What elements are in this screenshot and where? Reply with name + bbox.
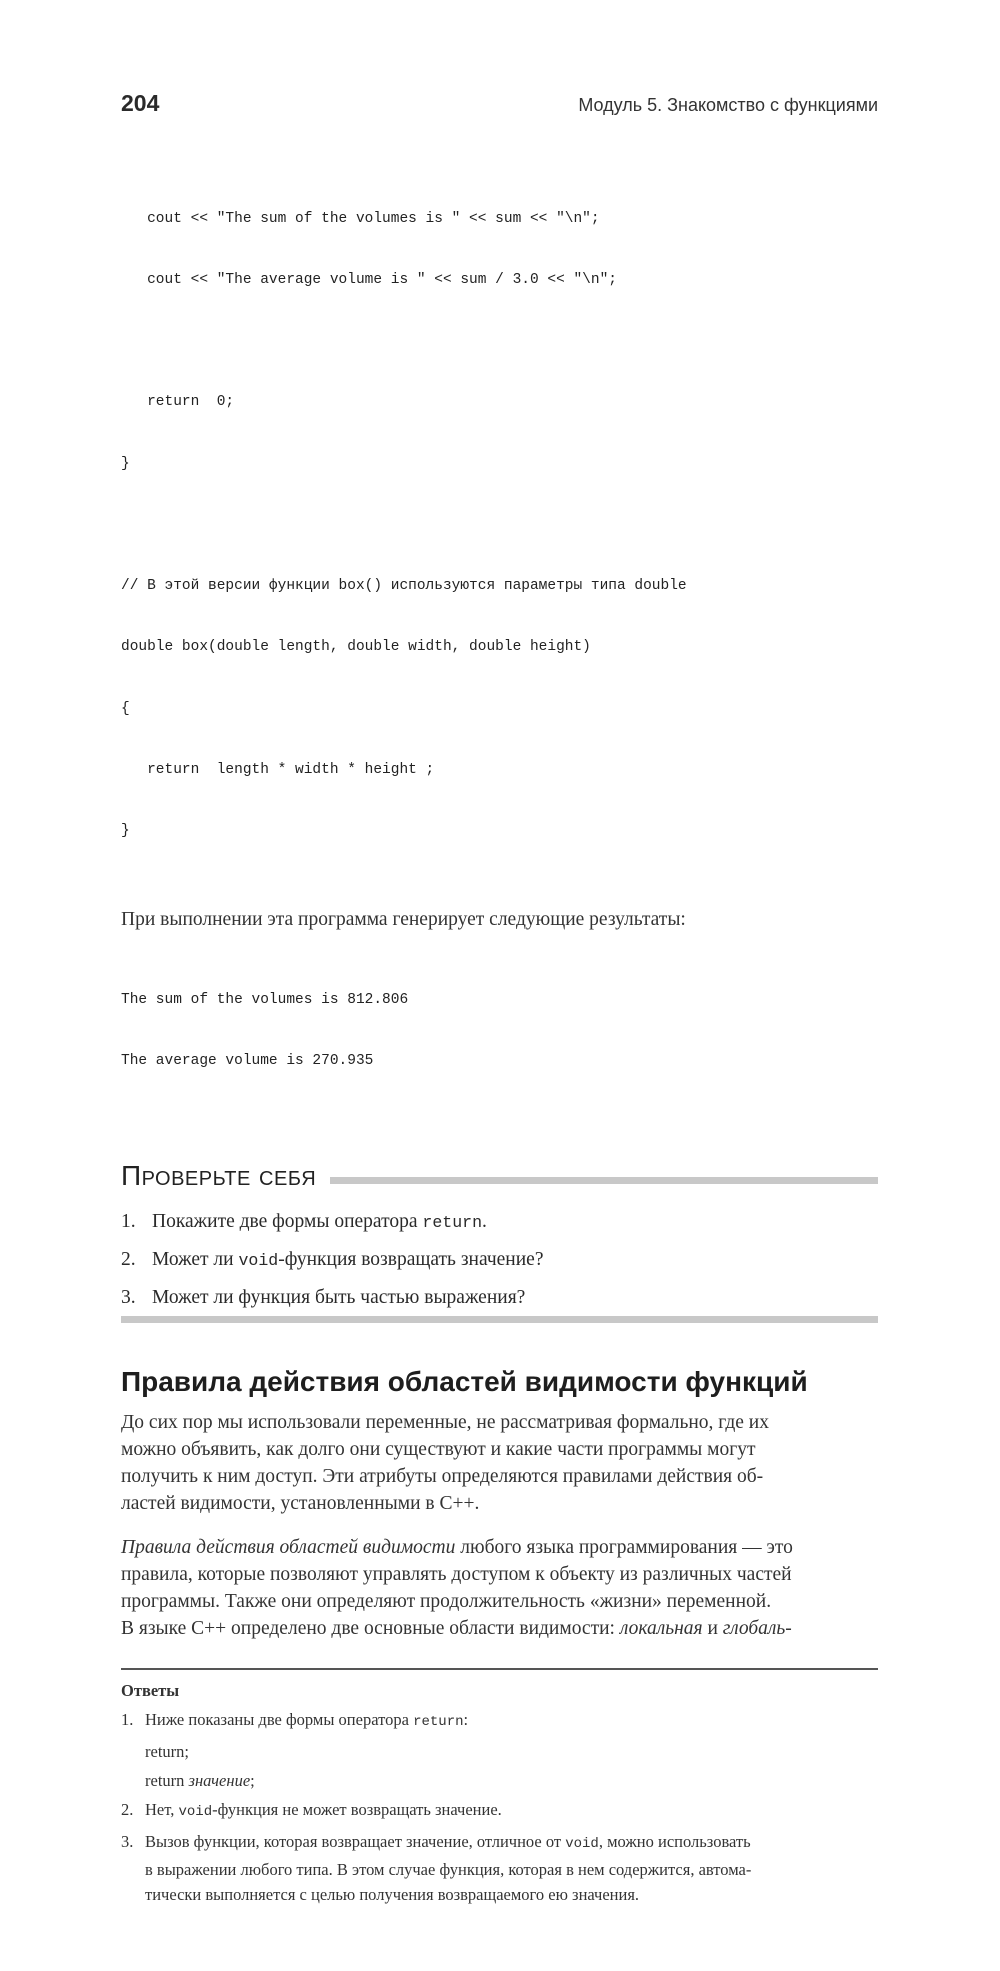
answer-item — [121, 1707, 878, 1735]
code-line — [121, 331, 878, 351]
paragraph — [121, 1409, 878, 1517]
answer-line: return; — [145, 1742, 189, 1762]
code-line: } — [121, 455, 130, 472]
code-line: // В этой версии функции box() используются параметры типа double — [121, 578, 687, 595]
inline-code: void — [178, 1804, 213, 1821]
text: ; — [250, 1771, 255, 1791]
question-item — [121, 1279, 878, 1316]
question-text: Покажите две формы оператора — [152, 1211, 423, 1233]
answer-item — [121, 1829, 878, 1907]
text: Нет, — [145, 1800, 179, 1820]
question-text: Может ли — [152, 1249, 239, 1271]
inline-code: return — [422, 1213, 483, 1233]
answer-number: 2. — [121, 1800, 134, 1820]
paragraph-line — [121, 1615, 878, 1642]
code-line: double box(double length, double width, double height) — [121, 639, 591, 656]
answers-title: Ответы — [121, 1681, 180, 1701]
paragraph-line: можно объявить, как долго они существуют и какие части программы могут — [121, 1439, 756, 1461]
paragraph-line: До сих пор мы использовали переменные, не рассматривая формально, где их — [121, 1412, 769, 1434]
answer-item — [121, 1797, 878, 1825]
page-header — [121, 88, 878, 118]
answer-line: тически выполняется с целью получения возвращаемого ею значения. — [145, 1885, 640, 1905]
text: , можно использовать — [598, 1832, 751, 1852]
answer-line — [121, 1768, 878, 1793]
emphasis: Правила действия областей видимости — [121, 1537, 456, 1559]
question-text: . — [482, 1211, 487, 1233]
inline-code: return — [413, 1714, 464, 1731]
paragraph-line: ластей видимости, установленными в C++. — [121, 1493, 480, 1515]
paragraph-line — [121, 1534, 878, 1561]
text: Вызов функции, которая возвращает значение, отличное от — [145, 1832, 566, 1852]
code-listing — [121, 168, 878, 882]
code-line: cout << "The average volume is " << sum / 3.0 << "\n"; — [121, 272, 617, 289]
question-number: 3. — [121, 1287, 136, 1309]
text: Ниже показаны две формы оператора — [145, 1710, 414, 1730]
inline-code: void — [238, 1251, 279, 1271]
code-line: cout << "The sum of the volumes is " << sum << "\n"; — [121, 210, 600, 227]
section-bar — [121, 1316, 878, 1323]
output-line: The average volume is 270.935 — [121, 1053, 374, 1070]
program-output — [121, 949, 878, 1112]
text: любого языка программирования — это — [455, 1537, 793, 1559]
code-line: return length * width * height ; — [121, 761, 435, 778]
answer-number: 1. — [121, 1710, 134, 1730]
text: return — [145, 1771, 189, 1791]
question-number: 1. — [121, 1211, 136, 1233]
text: и — [702, 1618, 723, 1640]
running-head: Модуль 5. Знакомство с функциями — [578, 95, 878, 115]
code-line: return 0; — [121, 394, 235, 411]
footnote-rule — [121, 1668, 878, 1670]
paragraph-line: правила, которые позволяют управлять доступом к объекту из различных частей — [121, 1564, 792, 1586]
text: : — [463, 1710, 469, 1730]
paragraph-line: получить к ним доступ. Эти атрибуты определяются правилами действия об- — [121, 1466, 764, 1488]
answer-number: 3. — [121, 1832, 134, 1852]
check-yourself-header — [121, 1158, 878, 1194]
question-text: Может ли функция быть частью выражения? — [152, 1287, 526, 1309]
question-number: 2. — [121, 1249, 136, 1271]
code-line — [121, 515, 878, 535]
answers-block — [121, 1678, 878, 1907]
code-line: { — [121, 700, 130, 717]
question-item — [121, 1203, 878, 1241]
section-bar — [330, 1177, 878, 1184]
text: -функция не может возвращать значение. — [212, 1800, 502, 1820]
check-yourself-title: Проверьте себя — [121, 1160, 317, 1192]
output-intro: При выполнении эта программа генерирует следующие результаты: — [121, 909, 686, 931]
question-list — [121, 1203, 878, 1316]
question-text: -функция возвращать значение? — [278, 1249, 544, 1271]
emphasis: значение — [188, 1771, 251, 1791]
page-number: 204 — [121, 90, 160, 116]
paragraph — [121, 1534, 878, 1642]
answer-line: в выражении любого типа. В этом случае функция, которая в нем содержится, автома- — [145, 1860, 752, 1880]
output-line: The sum of the volumes is 812.806 — [121, 992, 409, 1008]
paragraph-line: программы. Также они определяют продолжительность «жизни» переменной. — [121, 1591, 772, 1613]
code-line: } — [121, 822, 130, 839]
question-item — [121, 1241, 878, 1279]
inline-code: void — [565, 1836, 599, 1853]
emphasis: локальная — [619, 1618, 703, 1640]
answer-line — [145, 1829, 878, 1857]
text: В языке C++ определено две основные области видимости: — [121, 1618, 620, 1640]
emphasis: глобаль- — [722, 1618, 792, 1640]
section-heading: Правила действия областей видимости функций — [121, 1366, 808, 1398]
